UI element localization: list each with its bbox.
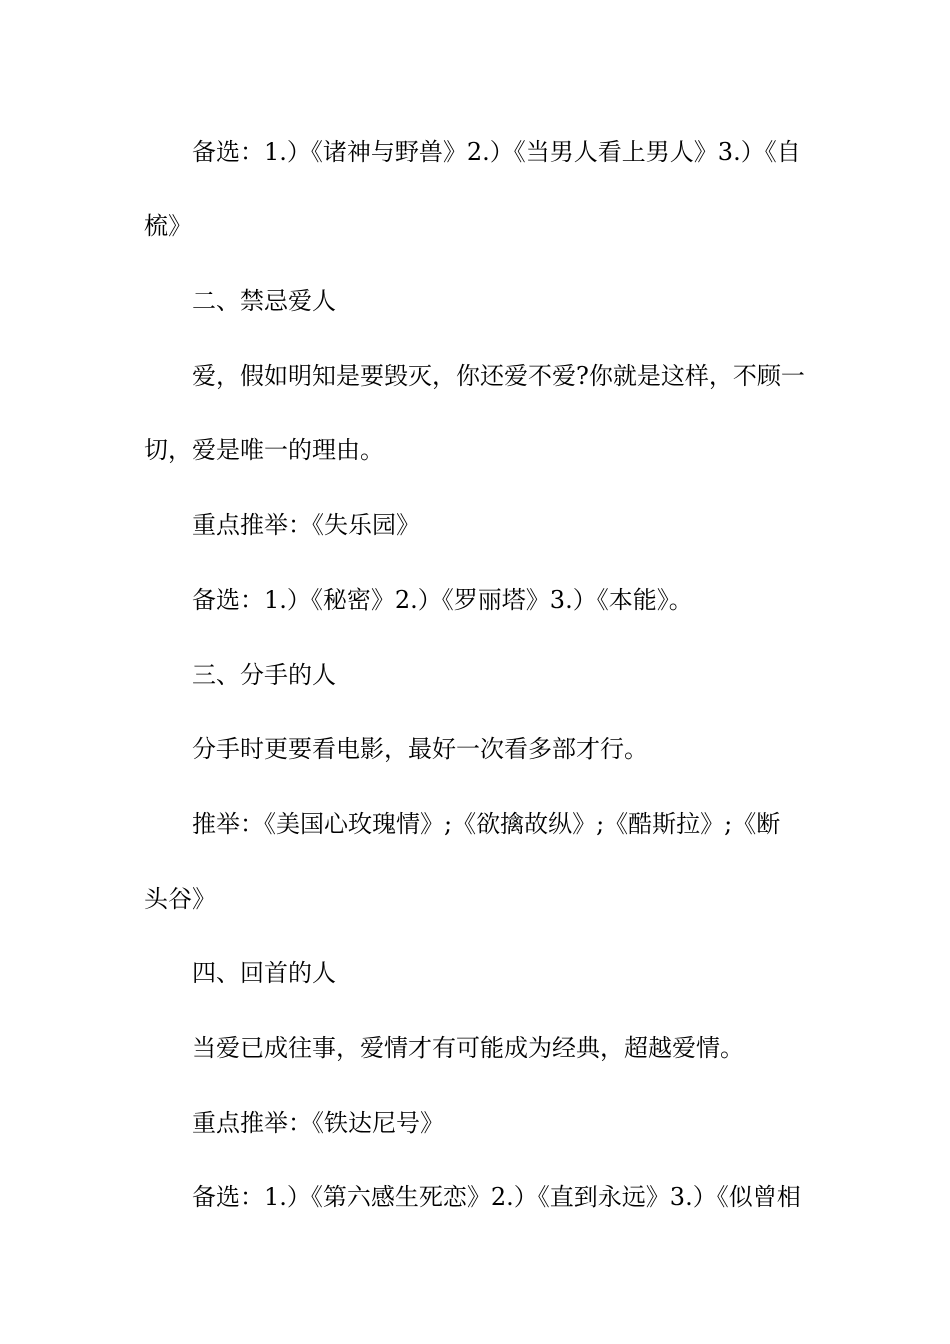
text-line-2: 梳》 (144, 212, 192, 240)
text-line-4: 爱，假如明知是要毁灭，你还爱不爱?你就是这样，不顾一 (192, 362, 805, 390)
text-line-13: 当爱已成往事，爱情才有可能成为经典，超越爱情。 (192, 1034, 744, 1062)
section-heading-breakup: 三、分手的人 (192, 661, 336, 689)
section-heading-taboo-lovers: 二、禁忌爱人 (192, 287, 336, 315)
text-line-7: 备选：1.）《秘密》2.）《罗丽塔》3.）《本能》。 (192, 586, 693, 614)
text-line-9: 分手时更要看电影，最好一次看多部才行。 (192, 735, 648, 763)
text-line-14: 重点推举：《铁达尼号》 (192, 1109, 444, 1137)
text-line-1: 备选：1.）《诸神与野兽》2.）《当男人看上男人》3.）《自 (192, 138, 801, 166)
text-line-11: 头谷》 (144, 885, 216, 913)
text-line-6: 重点推举：《失乐园》 (192, 511, 420, 539)
text-line-15: 备选：1.）《第六感生死恋》2.）《直到永远》3.）《似曾相 (192, 1183, 801, 1211)
text-line-10: 推举：《美国心玫瑰情》;《欲擒故纵》;《酷斯拉》;《断 (192, 810, 781, 838)
text-line-5: 切，爱是唯一的理由。 (144, 436, 384, 464)
section-heading-looking-back: 四、回首的人 (192, 959, 336, 987)
